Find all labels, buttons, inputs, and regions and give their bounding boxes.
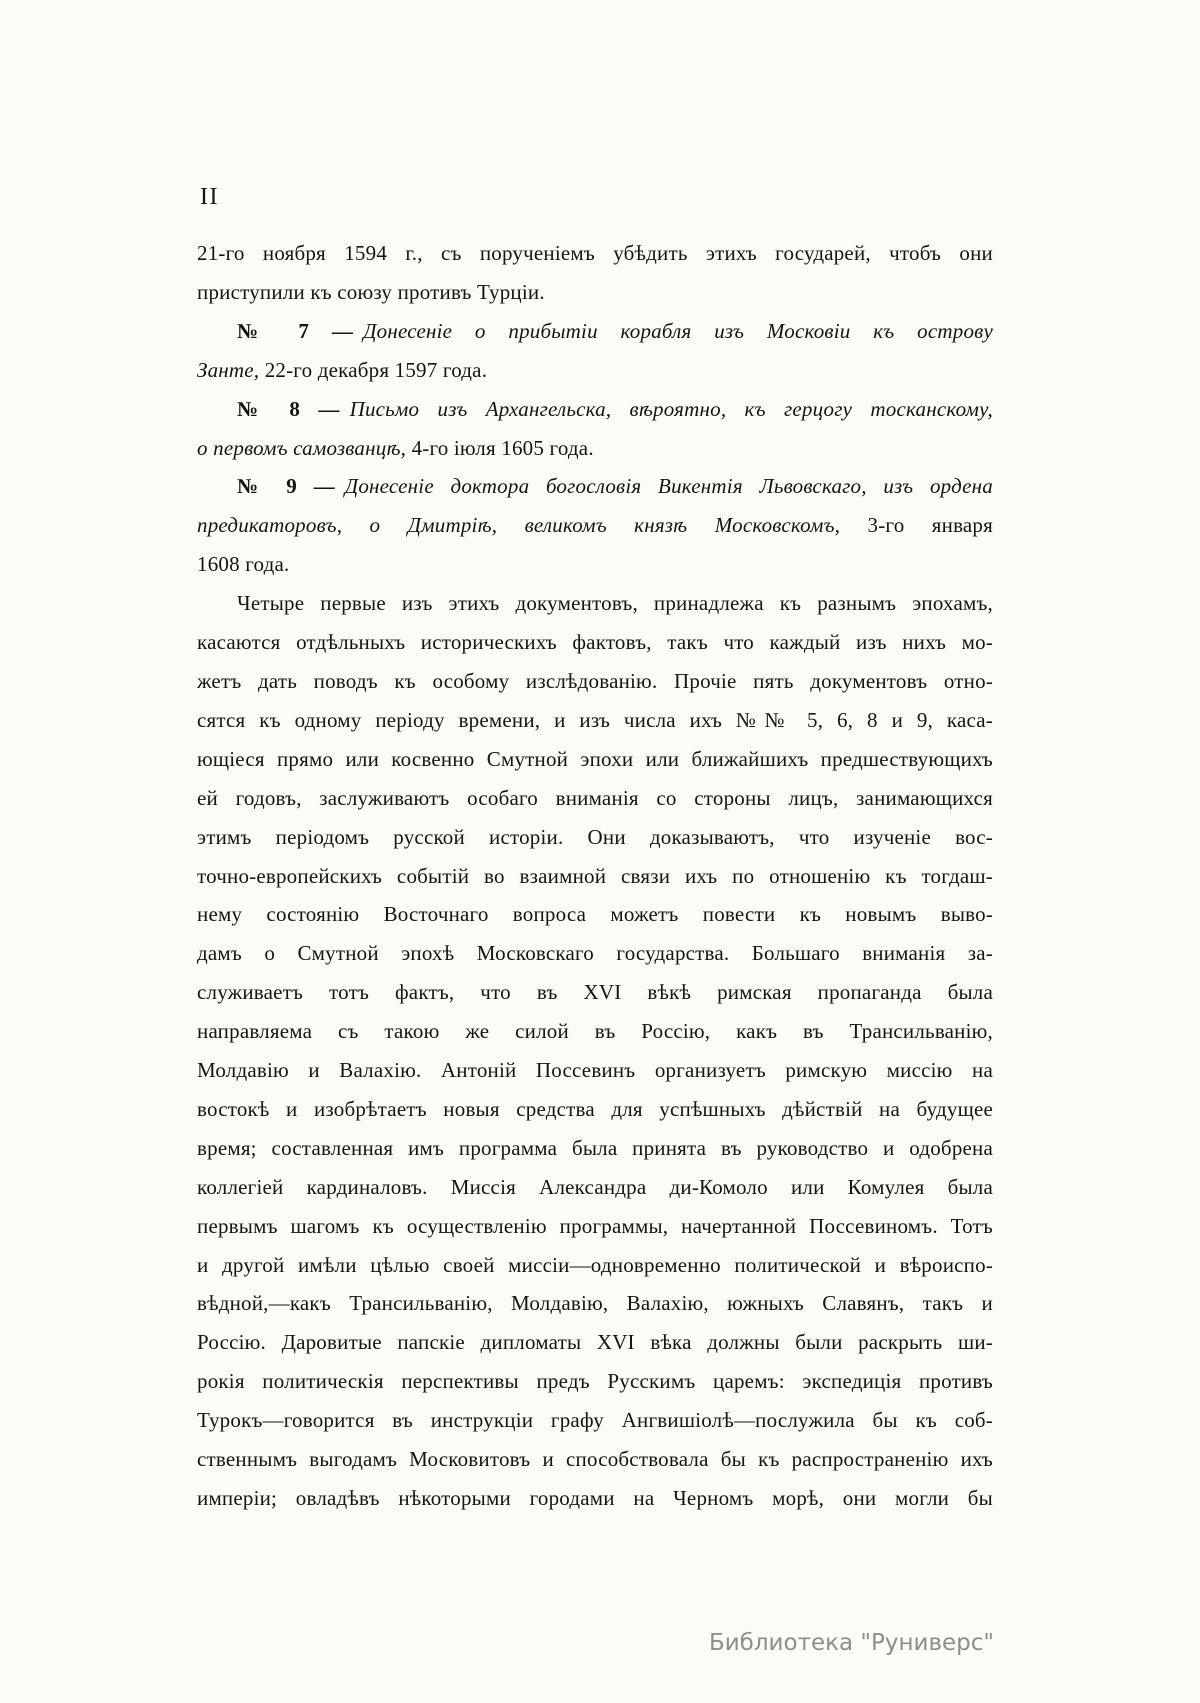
continuation-line-2: приступили къ союзу противъ Турціи.	[197, 279, 545, 304]
paragraph-line: ственнымъ выгодамъ Московитовъ и способствовала бы къ распространенію ихъ	[197, 1447, 993, 1472]
paragraph-line: имперіи; овладѣвъ нѣкоторыми городами на Черномъ морѣ, они могли бы	[197, 1486, 993, 1510]
paragraph-line: ей годовъ, заслуживаютъ особаго вниманія со стороны лицъ, занимающихся	[197, 785, 993, 810]
paragraph-line: жетъ дать поводъ къ особому изслѣдованію. Прочіе пять документовъ отно-	[197, 668, 993, 693]
entry-9-date-part1: 3-го января	[867, 513, 993, 538]
paragraph-line: дамъ о Смутной эпохѣ Московскаго государства. Большаго вниманія за-	[197, 941, 993, 966]
paragraph-line: коллегіей кардиналовъ. Миссія Александра ди-Комоло или Комулея была	[197, 1174, 993, 1199]
paragraph-line: этимъ періодомъ русской исторіи. Они доказываютъ, что изученіе вос-	[197, 824, 993, 849]
paragraph-line: служиваетъ тотъ фактъ, что въ XVI вѣкѣ римская пропаганда была	[197, 980, 993, 1005]
text-block	[197, 234, 993, 1518]
paragraph-line: сятся къ одному періоду времени, и изъ числа ихъ №№ 5, 6, 8 и 9, каса-	[197, 707, 993, 732]
paragraph-line: время; составленная имъ программа была принята въ руководство и одобрена	[197, 1135, 993, 1160]
paragraph-line: направляема съ такою же силой въ Россію, какъ въ Трансильванію,	[197, 1019, 993, 1044]
library-watermark: Библиотека "Руниверс"	[708, 1630, 994, 1656]
entry-9-line-3	[197, 545, 993, 584]
paragraph-line: востокѣ и изобрѣтаетъ новыя средства для успѣшныхъ дѣйствій на будущее	[197, 1096, 993, 1121]
entry-8-title: Письмо изъ Архангельска, вѣроятно, къ герцогу тосканскому,	[349, 396, 993, 421]
paragraph-line: Россію. Даровитые папскіе дипломаты XVI вѣка должны были раскрыть ши-	[197, 1330, 993, 1355]
entry-8-date: 4-го іюля 1605 года.	[411, 435, 594, 460]
paragraph-line: Молдавію и Валахію. Антоній Поссевинъ организуетъ римскую миссію на	[197, 1058, 993, 1083]
paragraph-line: касаются отдѣльныхъ историческихъ фактовъ, такъ что каждый изъ нихъ мо-	[197, 630, 993, 655]
entry-7-title-cont: Занте,	[197, 357, 260, 382]
entry-9-title-cont: предикаторовъ, о Дмитріѣ, великомъ князѣ Московскомъ,	[197, 513, 841, 538]
paragraph-line: Четыре первые изъ этихъ документовъ, принадлежа къ разнымъ эпохамъ,	[237, 591, 993, 616]
paragraph-line: нему состоянію Восточнаго вопроса можетъ повести къ новымъ выво-	[197, 902, 993, 927]
entry-9-title: Донесеніе доктора богословія Викентія Львовскаго, изъ ордена	[344, 474, 993, 499]
paragraph-line: ющіеся прямо или косвенно Смутной эпохи или ближайшихъ предшествующихъ	[197, 746, 993, 771]
entry-9-line-2	[197, 506, 993, 545]
entry-9-number: № 9 —	[237, 474, 335, 499]
entry-7-line-1	[197, 312, 993, 351]
paragraph-line: рокія политическія перспективы предъ Русскимъ царемъ: экспедиція противъ	[197, 1369, 993, 1394]
entry-7-title: Донесеніе о прибытіи корабля изъ Московіи къ острову	[363, 318, 993, 343]
entry-8-number: № 8 —	[237, 396, 340, 421]
entry-7-line-2	[197, 351, 993, 390]
paragraph-line: первымъ шагомъ къ осуществленію программы, начертанной Поссевиномъ. Тотъ	[197, 1213, 993, 1238]
entry-8-title-cont: о первомъ самозванцѣ,	[197, 435, 407, 460]
entry-8-line-2	[197, 429, 993, 468]
entry-8-line-1	[197, 390, 993, 429]
entry-9-date-part2: 1608 года.	[197, 552, 290, 577]
page-number: II	[200, 184, 219, 210]
entry-7-number: № 7 —	[237, 318, 354, 343]
continuation-line-1: 21-го ноября 1594 г., съ порученіемъ убѣдить этихъ государей, чтобъ они	[197, 241, 993, 265]
paragraph-line: вѣдной,—какъ Трансильванію, Молдавію, Валахію, южныхъ Славянъ, такъ и	[197, 1291, 993, 1316]
entry-7-date: 22-го декабря 1597 года.	[264, 357, 488, 382]
paragraph-line: Турокъ—говорится въ инструкціи графу Ангвишіолѣ—послужила бы къ соб-	[197, 1408, 993, 1433]
entry-9-line-1	[197, 467, 993, 506]
paragraph-line: и другой имѣли цѣлью своей миссіи—одновременно политической и вѣроиспо-	[197, 1252, 993, 1277]
paragraph-line: точно-европейскихъ событій во взаимной связи ихъ по отношенію къ тогдаш-	[197, 863, 993, 888]
